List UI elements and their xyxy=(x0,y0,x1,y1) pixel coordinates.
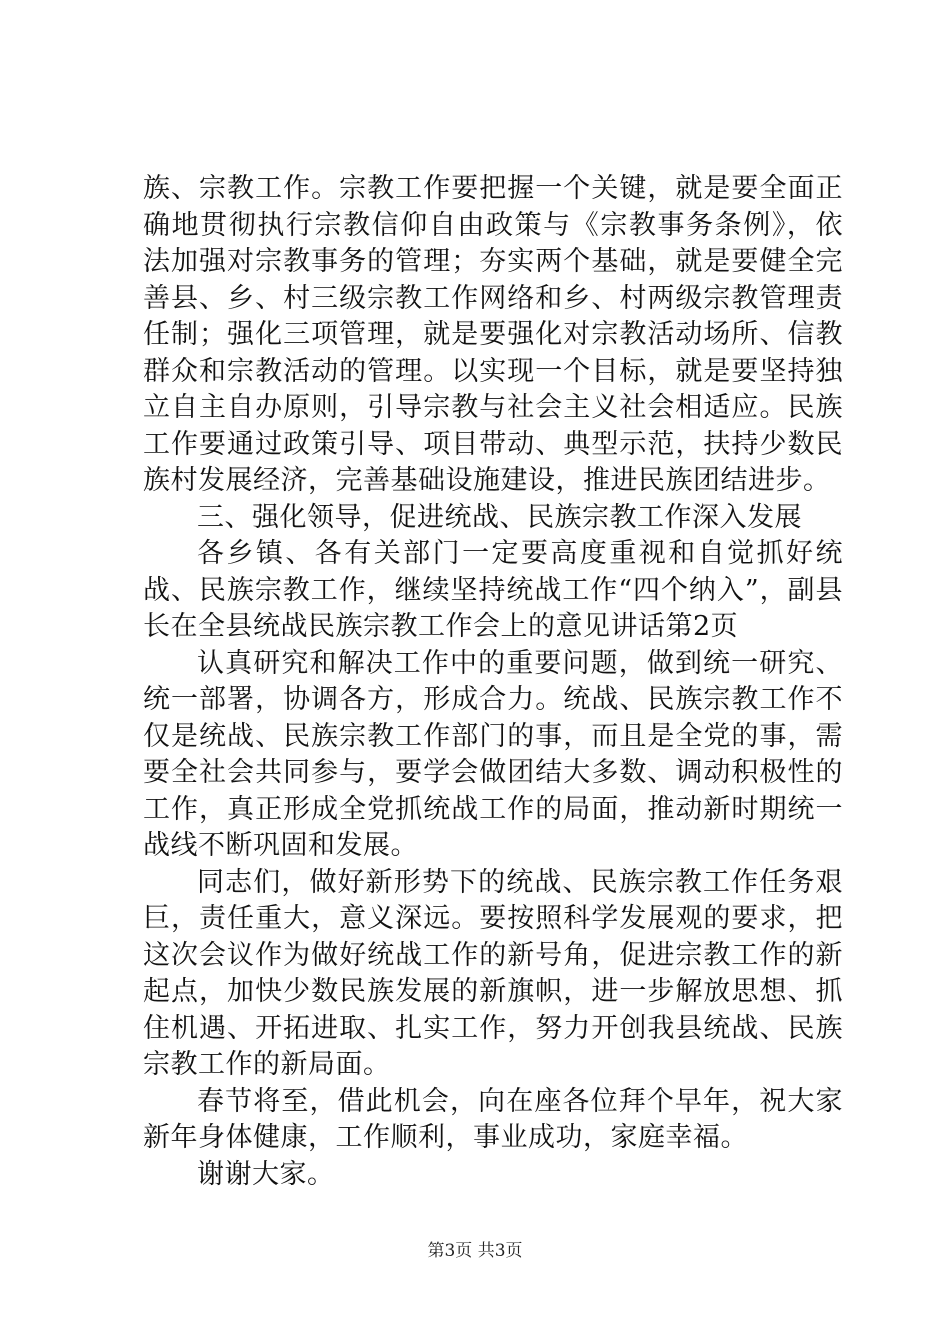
paragraph-continuation: 族、宗教工作。宗教工作要把握一个关键，就是要全面正确地贯彻执行宗教信仰自由政策与《宗教事务条例》，依法加强对宗教事务的管理；夯实两个基础，就是要健全完善县、乡、村三级宗教工作网络和乡、村两级宗教管理责任制；强化三项管理，就是要强化对宗教活动场所、信教群众和宗教活动的管理。以实现一个目标，就是要坚持独立自主自办原则，引导宗教与社会主义社会相适应。民族工作要通过政策引导、项目带动、典型示范，扶持少数民族村发展经济，完善基础设施建设，推进民族团结进步。 xyxy=(143,173,843,496)
paragraph: 认真研究和解决工作中的重要问题，做到统一研究、统一部署，协调各方，形成合力。统战、民族宗教工作不仅是统战、民族宗教工作部门的事，而且是全党的事，需要全社会共同参与，要学会做团结大多数、调动积极性的工作，真正形成全党抓统战工作的局面，推动新时期统一战线不断巩固和发展。 xyxy=(143,647,843,861)
page-number-footer: 第3页 共3页 xyxy=(427,1241,523,1261)
paragraph: 各乡镇、各有关部门一定要高度重视和自觉抓好统战、民族宗教工作，继续坚持统战工作“四个纳入”，副县长在全县统战民族宗教工作会上的意见讲话第2页 xyxy=(143,538,843,642)
document-body xyxy=(143,171,843,1193)
paragraph: 春节将至，借此机会，向在座各位拜个早年，祝大家新年身体健康，工作顺利，事业成功，家庭幸福。 xyxy=(143,1085,843,1153)
section-heading: 三、强化领导，促进统战、民族宗教工作深入发展 xyxy=(197,501,802,533)
paragraph: 同志们，做好新形势下的统战、民族宗教工作任务艰巨，责任重大，意义深远。要按照科学发展观的要求，把这次会议作为做好统战工作的新号角，促进宗教工作的新起点，加快少数民族发展的新旗帜，进一步解放思想、抓住机遇、开拓进取、扎实工作，努力开创我县统战、民族宗教工作的新局面。 xyxy=(143,866,843,1080)
closing-line: 谢谢大家。 xyxy=(197,1158,335,1190)
